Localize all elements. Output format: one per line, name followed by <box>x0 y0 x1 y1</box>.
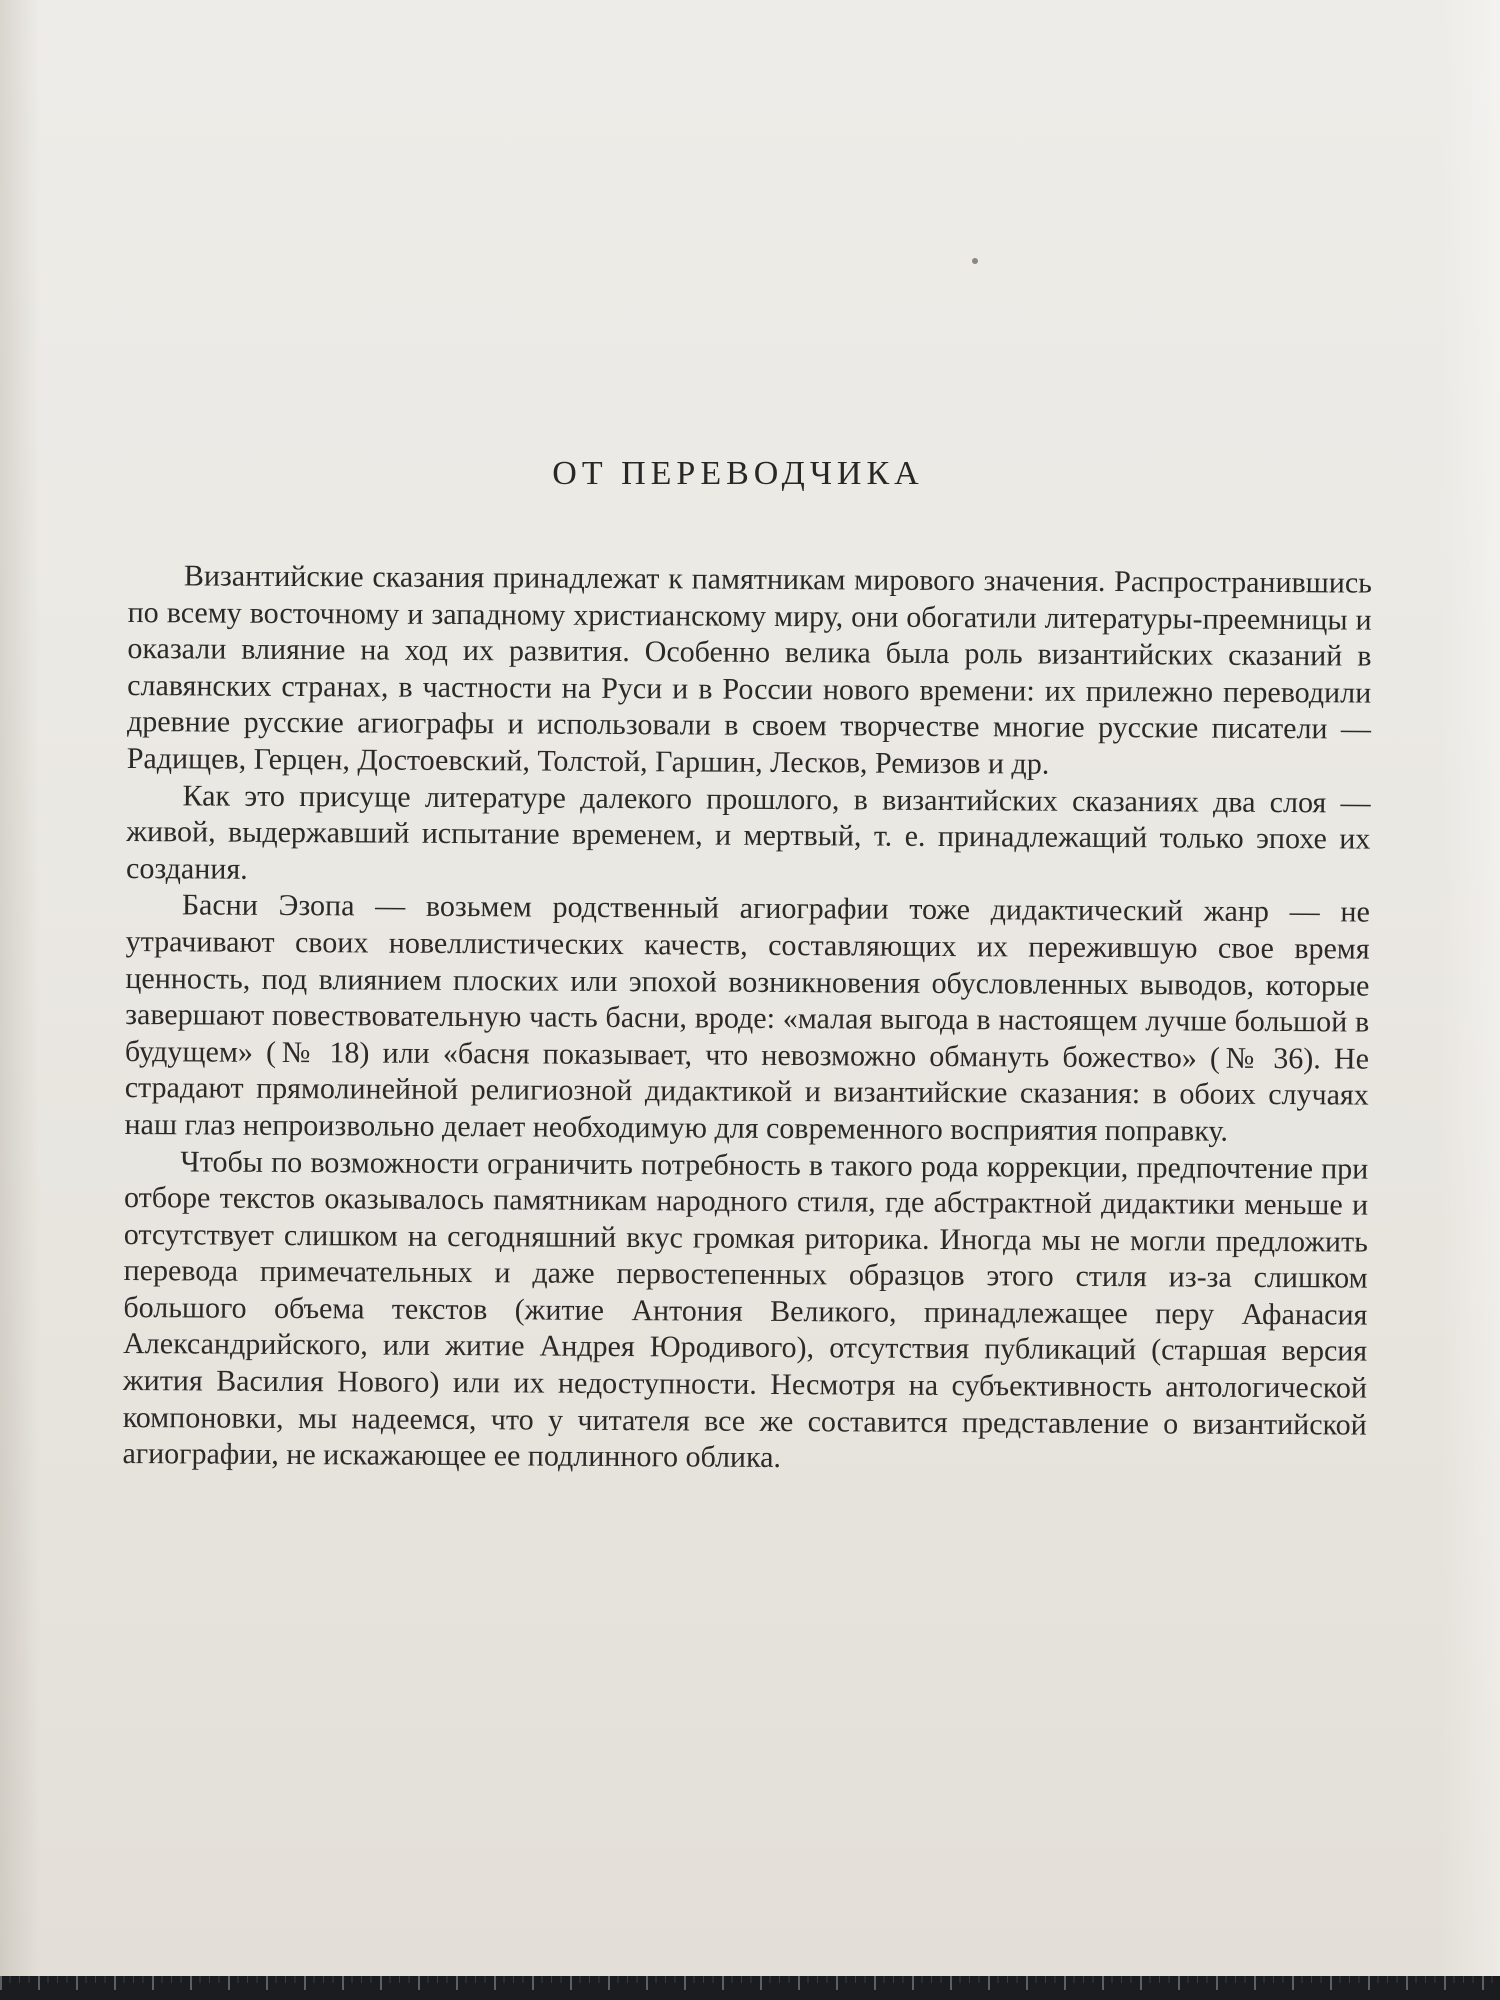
paper-speck <box>972 258 978 264</box>
cutting-mat-edge <box>0 1976 1500 2000</box>
paragraph-4: Чтобы по возможности ограничить потребность в такого рода коррекции, предпочтение при отборе текстов оказывалось памятникам народного стиля, где абстрактной дидактики меньше и отсутствует слишком на сегодняшний вкус громкая риторика. Иногда мы не могли предложить перевода примечательных и даже первостепенных образцов этого стиля из-за слишком большого объема текстов (житие Антония Великого, принадлежащее перу Афанасия Александрийского, или житие Андрея Юродивого), отсутствия публикаций (старшая версия жития Василия Нового) или их недоступности. Несмотря на субъективность антологической компоновки, мы надеемся, что у читателя все же составится представление о византийской агиографии, не искажающее ее подлинного облика. <box>122 1144 1369 1475</box>
page-title: ОТ ПЕРЕВОДЧИКА <box>552 455 924 492</box>
body-text <box>122 558 1372 1480</box>
paragraph-3: Басни Эзопа — возьмем родственный агиографии тоже дидактический жанр — не утрачивают своих новеллистических качеств, составляющих их пережившую свое время ценность, под влиянием плоских или эпохой возникновения обусловленных выводов, которые завершают повествовательную часть басни, вроде: «малая выгода в настоящем лучше большой в будущем» (№ 18) или «басня показывает, что невозможно обмануть божество» (№ 36). Не страдают прямолинейной религиозной дидактикой и византийские сказания: в обоих случаях наш глаз непроизвольно делает необходимую для современного восприятия поправку. <box>124 888 1370 1148</box>
paragraph-2: Как это присуще литературе далекого прошлого, в византийских сказаниях два слоя — живой, выдержавший испытание временем, и мертвый, т. е. принадлежащий только эпохе их создания. <box>126 778 1371 886</box>
paragraph-1: Византийские сказания принадлежат к памятникам мирового значения. Распространившись по всему восточному и западному христианскому миру, они обогатили литературы-преемницы и оказали влияние на ход их развития. Особенно велика была роль византийских сказаний в славянских странах, в частности на Руси и в России нового времени: их прилежно переводили древние русские агиографы и использовали в своем творчестве многие русские писатели — Радищев, Герцен, Достоевский, Толстой, Гаршин, Лесков, Ремизов и др. <box>126 559 1372 781</box>
